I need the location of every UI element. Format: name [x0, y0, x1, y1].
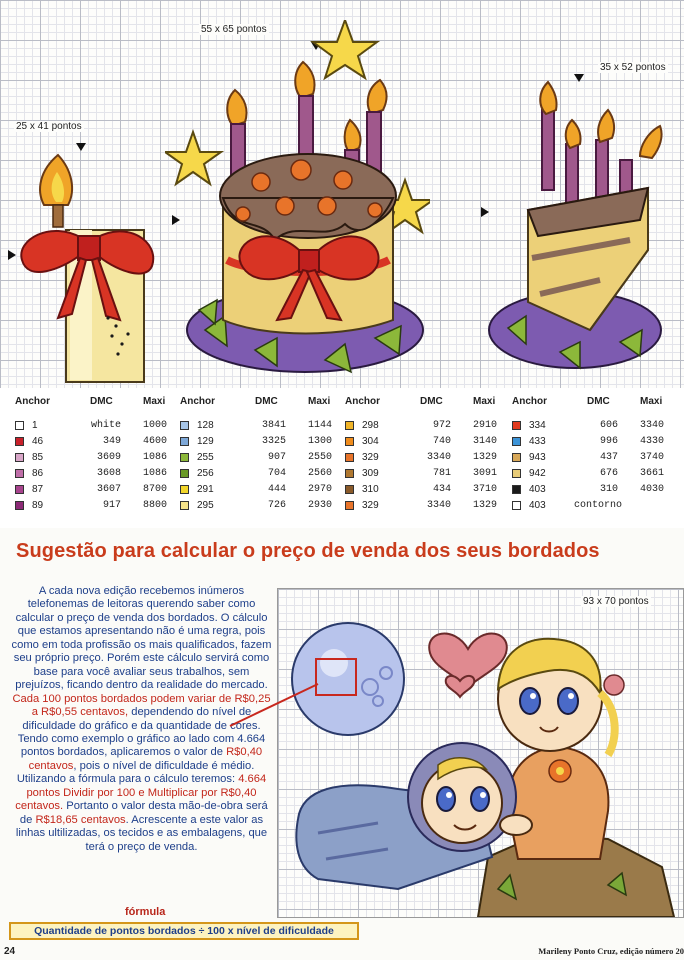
- dmc-value: 310: [599, 484, 618, 495]
- closing-text: . Acrescente a este valor as linhas ultilizadas, os tecidos e as embalagens, que terá o preço de venda.: [15, 813, 268, 853]
- slice-size-label: 35 x 52 pontos: [600, 62, 666, 73]
- dmc-value: 3340: [426, 452, 451, 463]
- legend-header-dmc: DMC: [420, 396, 443, 407]
- color-swatch-icon: [180, 501, 189, 510]
- legend-row: [15, 436, 175, 452]
- result-intro-text: Portanto o valor desta mão-de-obra será de: [19, 800, 268, 826]
- callout-line: [228, 680, 328, 730]
- legend-header-anchor: Anchor: [512, 396, 547, 407]
- maxi-value: 3340: [639, 420, 664, 431]
- maxi-value: 1300: [307, 436, 332, 447]
- legend-row: [15, 452, 175, 468]
- legend-header-maxi: Maxi: [308, 396, 331, 407]
- article-title: Sugestão para calcular o preço de venda dos seus bordados: [16, 540, 600, 562]
- maxi-value: 3091: [472, 468, 497, 479]
- maxi-value: 1144: [307, 420, 332, 431]
- maxi-value: 4330: [639, 436, 664, 447]
- legend-row: [180, 420, 340, 436]
- dmc-value: 726: [267, 500, 286, 511]
- legend-header-anchor: Anchor: [180, 396, 215, 407]
- color-swatch-icon: [345, 437, 354, 446]
- dmc-value: 917: [102, 500, 121, 511]
- dmc-value: 606: [599, 420, 618, 431]
- maxi-value: 4030: [639, 484, 664, 495]
- color-swatch-icon: [15, 453, 24, 462]
- legend-row: [345, 436, 505, 452]
- color-swatch-icon: [345, 485, 354, 494]
- dmc-value: 704: [267, 468, 286, 479]
- anchor-value: 403: [529, 484, 546, 495]
- legend-row: [512, 436, 672, 452]
- anchor-value: 291: [197, 484, 214, 495]
- maxi-value: 3740: [639, 452, 664, 463]
- maxi-value: 2970: [307, 484, 332, 495]
- calculation-text: 4.664 pontos Dividir por 100 e Multiplicar por R$0,40 centavos.: [15, 773, 267, 813]
- anchor-value: 85: [32, 452, 44, 463]
- legend-row: [15, 468, 175, 484]
- legend-row: [180, 484, 340, 500]
- anchor-value: 256: [197, 468, 214, 479]
- legend-row: [180, 452, 340, 468]
- anchor-value: 295: [197, 500, 214, 511]
- dmc-value: 972: [432, 420, 451, 431]
- color-swatch-icon: [345, 421, 354, 430]
- legend-row: [512, 420, 672, 436]
- intro-text: A cada nova edição recebemos inúmeros telefonemas de leitoras querendo saber como calcular o preço de venda dos bordados. O cálculo que estamos apresentando não é uma regra, pois como em toda profissão os mais qualificados, fazem seu próprio preço. Porém este cálculo servirá como base para você avaliar seus trabalhos, sem prejuízos, ficando dentro da realidade do mercado.: [11, 585, 272, 692]
- cake-pattern: [165, 20, 430, 385]
- legend-header-dmc: DMC: [90, 396, 113, 407]
- maxi-value: 1329: [472, 452, 497, 463]
- dmc-value: 781: [432, 468, 451, 479]
- anchor-value: 298: [362, 420, 379, 431]
- anchor-value: 128: [197, 420, 214, 431]
- anchor-value: 310: [362, 484, 379, 495]
- color-swatch-icon: [512, 469, 521, 478]
- baby-pattern: [278, 589, 683, 917]
- dmc-value: 676: [599, 468, 618, 479]
- maxi-value: 8700: [142, 484, 167, 495]
- color-legend: [0, 388, 684, 528]
- anchor-value: 255: [197, 452, 214, 463]
- color-swatch-icon: [345, 501, 354, 510]
- anchor-value: 433: [529, 436, 546, 447]
- color-swatch-icon: [512, 485, 521, 494]
- anchor-value: 87: [32, 484, 44, 495]
- legend-header-anchor: Anchor: [345, 396, 380, 407]
- color-swatch-icon: [15, 501, 24, 510]
- anchor-value: 1: [32, 420, 38, 431]
- color-swatch-icon: [512, 453, 521, 462]
- maxi-value: 2910: [472, 420, 497, 431]
- dmc-value: white: [90, 420, 121, 431]
- dmc-value: 3340: [426, 500, 451, 511]
- dmc-value: 3609: [96, 452, 121, 463]
- result-value-text: R$18,65 centavos: [35, 813, 126, 826]
- legend-row: [512, 484, 672, 500]
- maxi-value: 2930: [307, 500, 332, 511]
- dmc-value: 740: [432, 436, 451, 447]
- legend-row: [15, 500, 175, 516]
- color-swatch-icon: [180, 485, 189, 494]
- color-swatch-icon: [512, 501, 521, 510]
- anchor-value: 304: [362, 436, 379, 447]
- legend-row: [15, 420, 175, 436]
- candle-size-label: 25 x 41 pontos: [16, 121, 82, 132]
- example-text: dependendo do nível de dificuldade do gráfico e da quantidade de cores. Tendo como exemplo o gráfico ao lado com 4.664 pontos bordados, aplicaremos o valor de: [17, 706, 266, 759]
- maxi-value: 3140: [472, 436, 497, 447]
- price-range-text: Cada 100 pontos bordados podem variar de R$0,25 a R$0,55 centavos,: [12, 692, 271, 719]
- dmc-value: contorno: [574, 500, 623, 511]
- anchor-value: 329: [362, 500, 379, 511]
- color-swatch-icon: [180, 421, 189, 430]
- anchor-value: 943: [529, 452, 546, 463]
- dmc-value: 349: [102, 436, 121, 447]
- legend-header-dmc: DMC: [255, 396, 278, 407]
- dmc-value: 3325: [261, 436, 286, 447]
- legend-header-maxi: Maxi: [143, 396, 166, 407]
- maxi-value: 1000: [142, 420, 167, 431]
- legend-row: [512, 500, 672, 516]
- legend-header-anchor: Anchor: [15, 396, 50, 407]
- anchor-value: 86: [32, 468, 44, 479]
- color-swatch-icon: [15, 469, 24, 478]
- color-swatch-icon: [15, 437, 24, 446]
- color-swatch-icon: [15, 421, 24, 430]
- maxi-value: 8800: [142, 500, 167, 511]
- candle-pattern: [10, 150, 160, 385]
- legend-row: [180, 468, 340, 484]
- maxi-value: 2550: [307, 452, 332, 463]
- cake-size-label: 55 x 65 pontos: [201, 24, 267, 35]
- anchor-value: 309: [362, 468, 379, 479]
- legend-header-maxi: Maxi: [640, 396, 663, 407]
- color-swatch-icon: [180, 437, 189, 446]
- formula-intro-text: , pois o nível de dificuldade é médio. Utilizando a fórmula para o cálculo teremos:: [16, 759, 255, 786]
- page-number: 24: [4, 946, 16, 957]
- dmc-value: 996: [599, 436, 618, 447]
- dmc-value: 907: [267, 452, 286, 463]
- example-value-text: R$0,40 centavos: [28, 746, 263, 772]
- maxi-value: 4600: [142, 436, 167, 447]
- legend-row: [345, 500, 505, 516]
- anchor-value: 89: [32, 500, 44, 511]
- anchor-value: 403: [529, 500, 546, 511]
- baby-size-label: 93 x 70 pontos: [583, 596, 649, 607]
- dmc-value: 3841: [261, 420, 286, 431]
- legend-row: [512, 452, 672, 468]
- legend-row: [345, 484, 505, 500]
- maxi-value: 1086: [142, 468, 167, 479]
- legend-row: [345, 420, 505, 436]
- dmc-value: 437: [599, 452, 618, 463]
- cake-slice-pattern: [480, 80, 670, 385]
- color-swatch-icon: [15, 485, 24, 494]
- anchor-value: 329: [362, 452, 379, 463]
- dmc-value: 3608: [96, 468, 121, 479]
- legend-header-maxi: Maxi: [473, 396, 496, 407]
- dmc-value: 434: [432, 484, 451, 495]
- color-swatch-icon: [512, 437, 521, 446]
- anchor-value: 46: [32, 436, 44, 447]
- anchor-value: 942: [529, 468, 546, 479]
- dmc-value: 3607: [96, 484, 121, 495]
- maxi-value: 2560: [307, 468, 332, 479]
- footer-credit: Marileny Ponto Cruz, edição número 20: [538, 946, 684, 956]
- legend-row: [15, 484, 175, 500]
- color-swatch-icon: [180, 453, 189, 462]
- formula-label: fórmula: [125, 906, 166, 918]
- color-swatch-icon: [345, 469, 354, 478]
- formula-box: Quantidade de pontos bordados ÷ 100 x nível de dificuldade: [9, 922, 359, 940]
- color-swatch-icon: [345, 453, 354, 462]
- legend-row: [345, 468, 505, 484]
- maxi-value: 1086: [142, 452, 167, 463]
- maxi-value: 1329: [472, 500, 497, 511]
- legend-header-dmc: DMC: [587, 396, 610, 407]
- legend-row: [345, 452, 505, 468]
- color-swatch-icon: [512, 421, 521, 430]
- maxi-value: 3710: [472, 484, 497, 495]
- legend-row: [512, 468, 672, 484]
- dmc-value: 444: [267, 484, 286, 495]
- anchor-value: 129: [197, 436, 214, 447]
- legend-row: [180, 436, 340, 452]
- anchor-value: 334: [529, 420, 546, 431]
- legend-row: [180, 500, 340, 516]
- maxi-value: 3661: [639, 468, 664, 479]
- color-swatch-icon: [180, 469, 189, 478]
